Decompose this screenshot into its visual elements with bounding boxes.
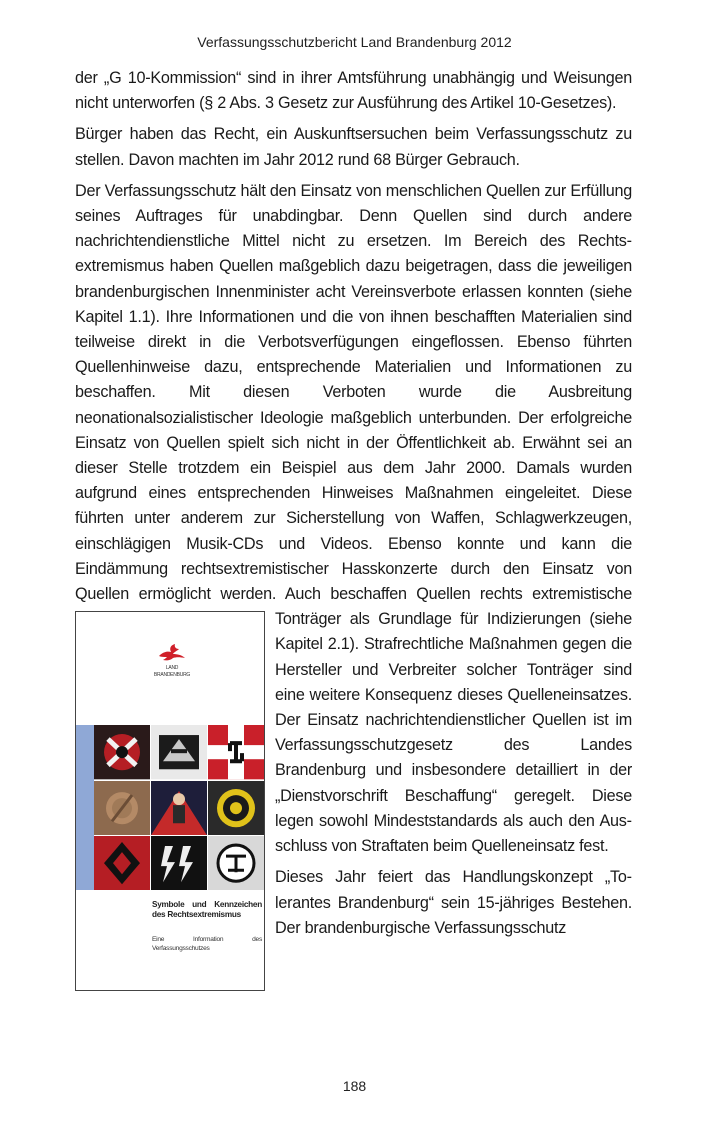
- mosaic-tile-4: [94, 781, 150, 835]
- paragraph-1: der „G 10-Kommission“ sind in ihrer Amtsführung unabhängig und Weisungen nicht unterworfen (§ 2 Abs. 3 Gesetz zur Ausführung des Artikel 10-Gesetzes).: [75, 69, 632, 113]
- logo-text-line2: BRANDENBURG: [153, 672, 191, 679]
- paragraph-4: Dieses Jahr feiert das Handlungskonzept „Tolerantes Brandenburg“ sein 15-jähriges Bestehen. Der brandenburgische Verfassungsschutz: [275, 868, 632, 937]
- mosaic-tile-5: [151, 781, 207, 835]
- mosaic-tile-8: [151, 836, 207, 890]
- logo-text-line1: LAND: [165, 665, 179, 672]
- paragraph-3-wrap-text: extremistische Tonträger als Grundlage für Indizierungen (siehe Kapitel 2.1). Strafrechtliche Maßnahmen gegen die Hersteller und Verbreiter solcher Tonträger sind eine weitere Konsequenz dieses Quelleneinsatzes. Der Einsatz nachrichtendienstlicher Quellen ist im Verfassungsschutzgesetz des Landes Brandenburg und insbesondere detailliert in der „Dienstvorschrift Beschaffung“ geregelt. Diese legen sowohl Mindeststandards als auch den Ausschluss von Straftaten beim Quelleneinsatz fest.: [275, 585, 633, 856]
- mosaic-tile-9: [208, 836, 264, 890]
- paragraph-2: Bürger haben das Recht, ein Auskunftsersuchen beim Verfassungsschutz zu stellen. Davon machten im Jahr 2012 rund 68 Bürger Gebrauch.: [75, 125, 632, 169]
- cover-side-band: [76, 725, 94, 890]
- mosaic-tile-1: [94, 725, 150, 779]
- body-text: [75, 66, 632, 991]
- mosaic-tile-6: [208, 781, 264, 835]
- paragraph-3-lead-text: Der Verfassungsschutz hält den Einsatz von menschlichen Quellen zur Erfüllung seines Auftrages für unabdingbar. Denn Quellen sind durch andere nachrichtendienstliche Mittel nicht zu ersetzen. Im Bereich des Rechtsextremismus haben Quellen maßgeblich dazu beigetragen, dass die jeweiligen brandenburgischen Innenminister acht Vereinsverbote erlassen konnten (siehe Kapitel 1.1). Ihre Informationen und die von ihnen beschafften Materialien sind teilweise direkt in die Verbotsverfügungen eingeflossen. Ebenso führten Quellenhinweise dazu, entsprechende Materialien und Informationen zu beschaffen. Mit diesen Verboten wurde die Ausbreitung neonationalsozialistischer Ideologie maßgeblich unterbunden. Der erfolgreiche Einsatz von Quellen spielt sich nicht in der Öffentlichkeit ab. Erwähnt sei an dieser Stelle trotzdem ein Beispiel aus dem Jahr 2000. Damals wurden aufgrund eines entsprechenden Hinweises Maßnahmen eingeleitet. Diese führten unter anderem zur Sicherstellung von Waffen, Schlagwerkzeugen, einschlägigen Musik-CDs und Videos. Ebenso konnte und kann die Eindämmung rechtsextremistischer Hasskonzerte durch den Einsatz von Quellen ermöglicht werden. Auch beschaffen Quellen rechts: [75, 181, 632, 604]
- brandenburg-logo: [150, 642, 194, 678]
- red-eagle-icon: [157, 642, 187, 664]
- mosaic-tile-2: [151, 725, 207, 779]
- running-header: Verfassungsschutzbericht Land Brandenburg 2012: [197, 34, 512, 50]
- mosaic-tile-3: [208, 725, 264, 779]
- brochure-subtitle: Eine Information des Verfassungsschutzes: [152, 936, 262, 953]
- brochure-title: Symbole und Kennzeichen des Rechtsextremismus: [152, 900, 262, 920]
- page-number: 188: [342, 1078, 367, 1094]
- symbol-mosaic: [94, 725, 264, 890]
- brochure-cover-figure: [75, 611, 265, 991]
- mosaic-tile-7: [94, 836, 150, 890]
